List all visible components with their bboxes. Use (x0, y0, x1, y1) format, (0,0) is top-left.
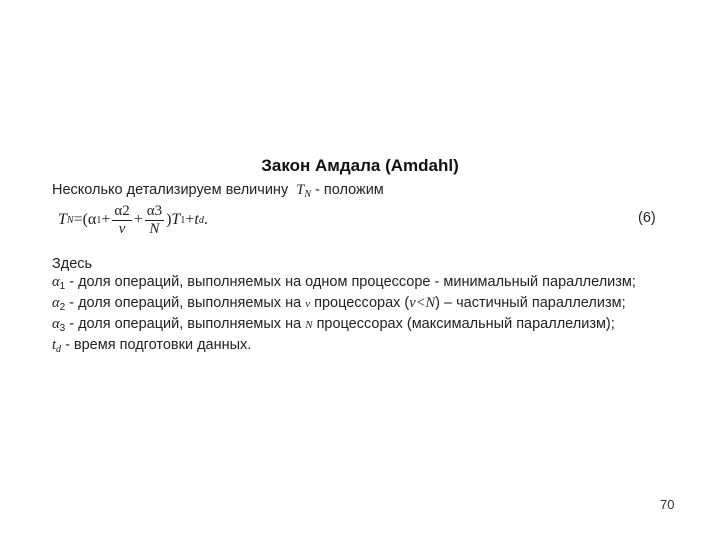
def-alpha2-cond: ν<N (409, 295, 436, 311)
formula-plus-3: + (185, 211, 195, 228)
def-alpha2 (52, 295, 626, 313)
tn-symbol (296, 182, 311, 198)
formula-td: t (194, 211, 199, 228)
frac1-numerator: α2 (114, 202, 130, 219)
amdahl-formula (58, 200, 208, 240)
def-alpha2-sym: α (52, 295, 60, 311)
formula-plus-1: + (101, 211, 111, 228)
page-number: 70 (660, 497, 675, 512)
def-alpha3-n: N (305, 319, 313, 331)
formula-t1: T (171, 211, 181, 228)
formula-dot: . (203, 211, 208, 228)
def-alpha3-sym: α (52, 316, 60, 332)
formula-a1-sub: 1 (96, 214, 102, 226)
frac2-numerator: α3 (146, 202, 163, 219)
fraction-alpha2-nu (112, 203, 131, 238)
equation-number: (6) (638, 210, 656, 226)
formula-close: ) (166, 211, 172, 228)
def-td-sym: t (52, 337, 57, 353)
def-alpha3-text-a: - доля операций, выполняемых на (69, 316, 302, 332)
formula-lhs-sub: N (66, 214, 74, 226)
def-alpha2-text-c: ) – частичный параллелизм; (435, 295, 626, 311)
def-alpha2-sub: 2 (59, 302, 66, 313)
intro-text: Несколько детализируем величину (52, 182, 289, 198)
def-alpha1-text: - доля операций, выполняемых на одном процессоре - минимальный параллелизм; (69, 274, 636, 290)
def-td-text: - время подготовки данных. (65, 337, 252, 353)
fraction-alpha3-n (145, 203, 164, 238)
def-alpha3 (52, 316, 615, 334)
def-alpha3-text-b: процессорах (максимальный параллелизм); (316, 316, 615, 332)
formula-t1-sub: 1 (180, 214, 186, 226)
def-alpha3-sub: 3 (59, 323, 66, 334)
def-alpha2-nu: ν (305, 298, 311, 310)
def-alpha1-sub: 1 (59, 281, 66, 292)
intro-after: - положим (315, 182, 384, 198)
intro-line (52, 182, 384, 200)
def-td-sub: d (56, 344, 62, 355)
formula-eq-open: =(α (73, 211, 97, 228)
formula-lhs: T (58, 211, 67, 228)
tn-symbol-letter: T (296, 182, 305, 198)
def-alpha1-sym: α (52, 274, 60, 290)
tn-symbol-sub: N (304, 189, 311, 200)
formula-td-sub: d (198, 214, 204, 226)
def-alpha2-text-a: - доля операций, выполняемых на (69, 295, 302, 311)
def-alpha1 (52, 274, 636, 292)
frac2-denominator: N (149, 220, 160, 237)
frac1-denominator: ν (118, 220, 126, 237)
here-label: Здесь (52, 256, 93, 272)
formula-plus-2: + (133, 211, 143, 228)
def-td (52, 337, 251, 355)
page-title: Закон Амдала (Amdahl) (261, 156, 459, 175)
def-alpha2-text-b: процессорах ( (314, 295, 410, 311)
